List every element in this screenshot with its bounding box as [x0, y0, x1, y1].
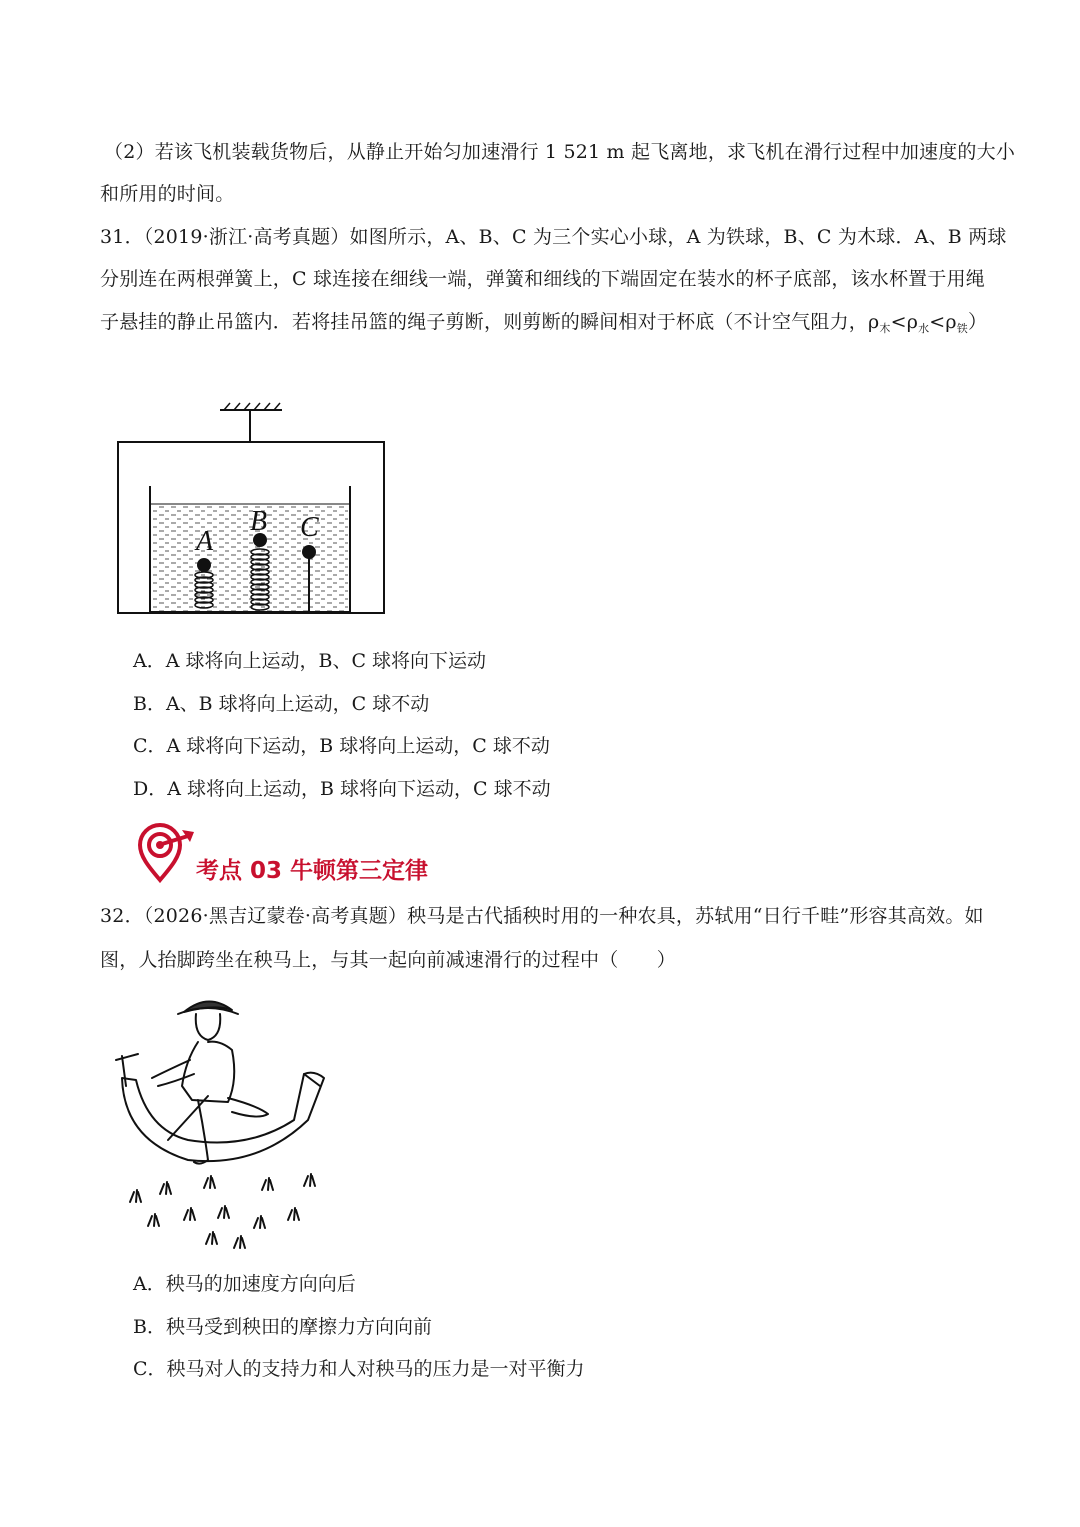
- body: [182, 1042, 234, 1102]
- boat: [122, 1073, 324, 1161]
- q32-option-a: A．秧马的加速度方向向后: [133, 1273, 356, 1295]
- rho-wood: $\rho_木$: [868, 311, 891, 335]
- target-location-icon: [138, 822, 196, 884]
- q32-option-c: C．秧马对人的支持力和人对秧马的压力是一对平衡力: [133, 1358, 585, 1380]
- q32-line1: [100, 902, 984, 930]
- q32-yangma-figure: [108, 990, 338, 1252]
- less-than: <: [929, 311, 946, 333]
- q31-line3-text: 子悬挂的静止吊篮内．若将挂吊篮的绳子剪断，则剪断的瞬间相对于杯底（不计空气阻力，: [100, 311, 869, 333]
- q31-line3: [100, 308, 987, 343]
- q31-option-d: D．A 球将向上运动，B 球将向下运动，C 球不动: [133, 778, 551, 800]
- q31-source: （2019·浙江·高考真题）: [143, 226, 350, 248]
- q31-line1: [100, 223, 1007, 251]
- q31-basket-figure: [110, 400, 400, 620]
- q31-number: 31．: [100, 226, 144, 248]
- handle: [116, 1054, 138, 1086]
- ball-a: [197, 558, 211, 572]
- section-title: 考点 03 牛顿第三定律: [196, 858, 429, 884]
- q31-line2: 分别连在两根弹簧上，C 球连接在细线一端，弹簧和细线的下端固定在装水的杯子底部，该水杯置于用绳: [100, 268, 985, 290]
- head: [196, 1014, 221, 1040]
- q32-option-b: B．秧马受到秧田的摩擦力方向向前: [133, 1316, 432, 1338]
- q31-option-b: B．A、B 球将向上运动，C 球不动: [133, 693, 430, 715]
- rice-seedlings: [130, 1174, 315, 1248]
- q32-source: （2026·黑吉辽蒙卷·高考真题）: [143, 905, 408, 927]
- q32-line2: 图，人抬脚跨坐在秧马上，与其一起向前减速滑行的过程中（ ）: [100, 949, 677, 971]
- ceiling-support: [220, 403, 282, 410]
- rho-iron: $\rho_铁$: [945, 311, 968, 335]
- less-than: <: [890, 311, 907, 333]
- q30-part2-line1: （2）若该飞机装载货物后，从静止开始匀加速滑行 1 521 m 起飞离地，求飞机在滑行过程中加速度的大小: [104, 141, 1016, 163]
- ball-c: [302, 545, 316, 559]
- label-a: A: [196, 526, 214, 557]
- close-paren: ）: [968, 311, 988, 333]
- q31-option-a: A．A 球将向上运动，B、C 球将向下运动: [133, 650, 487, 672]
- q32-number: 32．: [100, 905, 144, 927]
- q32-line1-text: 秧马是古代插秧时用的一种农具，苏轼用“日行千畦”形容其高效。如: [407, 905, 984, 927]
- q30-part2-line2: 和所用的时间。: [100, 183, 235, 205]
- q31-line1-text: 如图所示，A、B、C 为三个实心小球，A 为铁球，B、C 为木球．A、B 两球: [349, 226, 1007, 248]
- rho-water: $\rho_水$: [906, 311, 930, 335]
- label-b: B: [250, 506, 268, 537]
- label-c: C: [300, 512, 319, 543]
- q31-option-c: C．A 球将向下运动，B 球将向上运动，C 球不动: [133, 735, 550, 757]
